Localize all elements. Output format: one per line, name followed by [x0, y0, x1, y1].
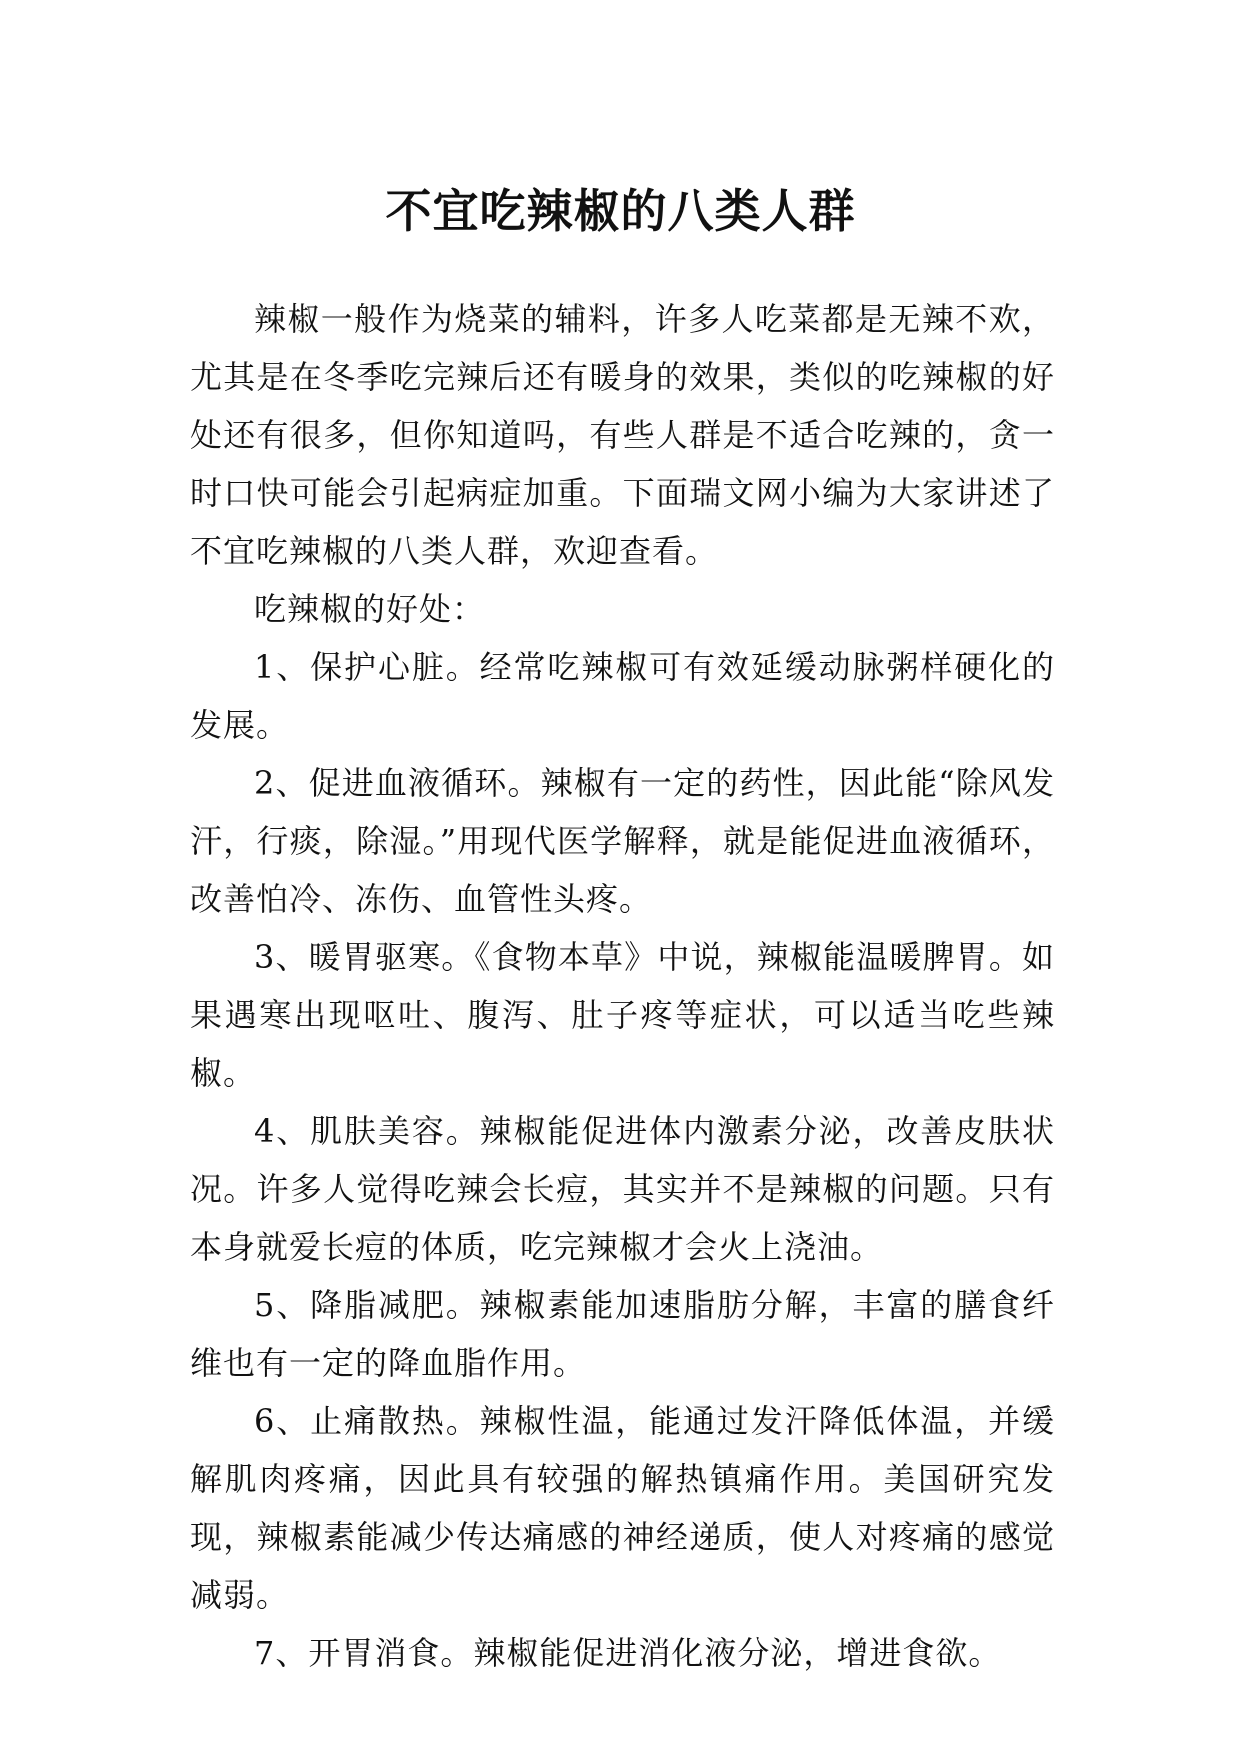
benefit-item-6: 6、止痛散热。辣椒性温，能通过发汗降低体温，并缓解肌肉疼痛，因此具有较强的解热镇痛作用。美国研究发现，辣椒素能减少传达痛感的神经递质，使人对疼痛的感觉减弱。	[190, 1402, 1055, 1614]
document-body	[190, 290, 1055, 1682]
benefit-item-7: 7、开胃消食。辣椒能促进消化液分泌，增进食欲。	[254, 1634, 1002, 1672]
document-title: 不宜吃辣椒的八类人群	[385, 183, 856, 238]
intro-paragraph: 辣椒一般作为烧菜的辅料，许多人吃菜都是无辣不欢，尤其是在冬季吃完辣后还有暖身的效果，类似的吃辣椒的好处还有很多，但你知道吗，有些人群是不适合吃辣的，贪一时口快可能会引起病症加重。下面瑞文网小编为大家讲述了不宜吃辣椒的八类人群，欢迎查看。	[190, 300, 1055, 570]
benefit-item-1: 1、保护心脏。经常吃辣椒可有效延缓动脉粥样硬化的发展。	[190, 648, 1055, 744]
benefit-item-2: 2、促进血液循环。辣椒有一定的药性，因此能“除风发汗，行痰，除湿。”用现代医学解释，就是能促进血液循环，改善怕冷、冻伤、血管性头疼。	[190, 764, 1055, 918]
benefit-item-5: 5、降脂减肥。辣椒素能加速脂肪分解，丰富的膳食纤维也有一定的降血脂作用。	[190, 1286, 1055, 1382]
benefit-item-4: 4、肌肤美容。辣椒能促进体内激素分泌，改善皮肤状况。许多人觉得吃辣会长痘，其实并不是辣椒的问题。只有本身就爱长痘的体质，吃完辣椒才会火上浇油。	[190, 1112, 1055, 1266]
benefit-item-3: 3、暖胃驱寒。《食物本草》中说，辣椒能温暖脾胃。如果遇寒出现呕吐、腹泻、肚子疼等症状，可以适当吃些辣椒。	[190, 938, 1055, 1092]
benefits-heading: 吃辣椒的好处：	[254, 590, 486, 628]
